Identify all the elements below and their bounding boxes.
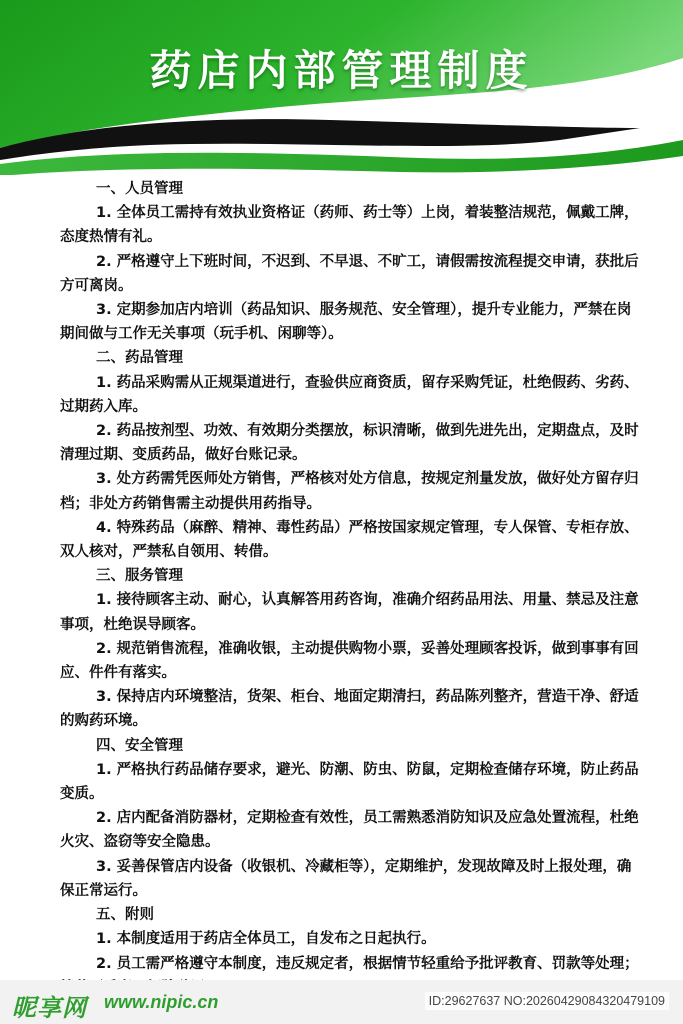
list-item: 2. 员工需严格遵守本制度，违反规定者，根据情节轻重给予批评教育、罚款等处理； <box>96 955 639 972</box>
section-title: 四、安全管理 <box>96 737 183 754</box>
list-item: 1. 严格执行药品储存要求，避光、防潮、防虫、防鼠，定期检查储存环境，防止药品变质。 <box>60 761 639 803</box>
list-item: 1. 本制度适用于药店全体员工，自发布之日起执行。 <box>96 931 436 948</box>
page-title: 药店内部管理制度 <box>149 46 534 95</box>
watermark-bar <box>0 980 683 1024</box>
list-item: 1. 全体员工需持有效执业资格证（药师、药士等）上岗，着装整洁规范，佩戴工牌，态度热情有礼。 <box>60 205 639 246</box>
watermark-logo: 昵享网 <box>12 994 87 1022</box>
list-item: 3. 处方药需凭医师处方销售，严格核对处方信息，按规定剂量发放，做好处方留存归档；非处方药销售需主动提供用药指导。 <box>60 471 639 512</box>
list-item: 2. 药品按剂型、功效、有效期分类摆放，标识清晰，做到先进先出，定期盘点，及时清理过期、变质药品，做好台账记录。 <box>60 423 639 464</box>
list-item: 3. 保持店内环境整洁，货架、柜台、地面定期清扫，药品陈列整齐，营造干净、舒适的购药环境。 <box>60 689 639 730</box>
section-title: 二、药品管理 <box>96 350 183 367</box>
list-item: 4. 特殊药品（麻醉、精神、毒性药品）严格按国家规定管理，专人保管、专柜存放、双人核对，严禁私自领用、转借。 <box>60 519 639 561</box>
list-item: 2. 严格遵守上下班时间，不迟到、不早退、不旷工，请假需按流程提交申请，获批后方可离岗。 <box>60 253 639 294</box>
list-item: 2. 店内配备消防器材，定期检查有效性，员工需熟悉消防知识及应急处置流程，杜绝火灾、盗窃等安全隐患。 <box>60 810 639 851</box>
list-item: 1. 药品采购需从正规渠道进行，查验供应商资质，留存采购凭证，杜绝假药、劣药、过期药入库。 <box>60 374 639 415</box>
section-title: 一、人员管理 <box>96 181 183 197</box>
list-item: 3. 妥善保管店内设备（收银机、冷藏柜等），定期维护，发现故障及时上报处理，确保正常运行。 <box>60 858 632 899</box>
watermark-url: www.nipic.cn <box>104 992 219 1012</box>
list-item: 2. 规范销售流程，准确收银，主动提供购物小票，妥善处理顾客投诉，做到事事有回应、件件有落实。 <box>60 640 639 682</box>
section-title: 五、附则 <box>96 907 154 924</box>
list-item: 3. 定期参加店内培训（药品知识、服务规范、安全管理），提升专业能力，严禁在岗期间做与工作无关事项（玩手机、闲聊等）。 <box>60 302 632 343</box>
regulation-body <box>60 177 640 1000</box>
section-title: 三、服务管理 <box>96 568 183 585</box>
header-banner <box>0 0 683 175</box>
list-item: 1. 接待顾客主动、耐心，认真解答用药咨询，准确介绍药品用法、用量、禁忌及注意事项，杜绝误导顾客。 <box>60 592 639 633</box>
watermark-id: ID:29627637 NO:20260429084320479109 <box>425 992 669 1010</box>
